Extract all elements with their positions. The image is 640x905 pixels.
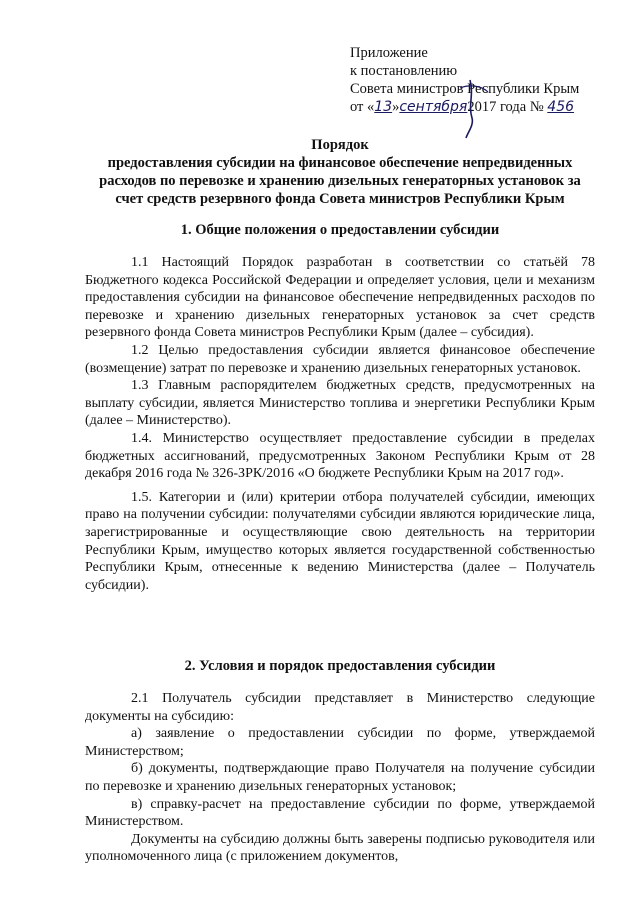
paragraph-1-3: 1.3 Главным распорядителем бюджетных средств, предусмотренных на выплату субсидии, является Министерство топлива и энергетики Республики Крым (далее – Министерство). <box>85 378 595 429</box>
appendix-line-1: Приложение <box>350 45 428 61</box>
date-year: 2017 года № <box>467 99 544 115</box>
paragraph-2-b: б) документы, подтверждающие право Получателя на получение субсидии по перевозке и хранению дизельных генераторных установок; <box>85 761 595 794</box>
date-day-handwritten: 13 <box>374 99 393 115</box>
paragraph-1-2: 1.2 Целью предоставления субсидии является финансовое обеспечение (возмещение) затрат по перевозке и хранению дизельных генераторных установок. <box>85 342 595 376</box>
title-line-3: счет средств резервного фонда Совета министров Республики Крым <box>115 191 565 207</box>
paragraph-2-docs: Документы на субсидию должны быть заверены подписью руководителя или уполномоченного лица (с приложением документов, <box>85 831 595 865</box>
section-1-body <box>85 254 595 594</box>
date-prefix: от « <box>350 99 375 115</box>
appendix-line-3: Совета министров Республики Крым <box>350 81 580 97</box>
title-line-2: расходов по перевозке и хранению дизельных генераторных установок за <box>99 173 581 189</box>
paragraph-1-5: 1.5. Категории и (или) критерии отбора получателей субсидии, имеющих право на получении субсидии: получателями субсидии являются юридические лица, зарегистрированные и осуществляющие свою деятельность на территории Республики Крым, имущество которых является государственной собственностью Республики Крым, отнесенные к ведению Министерства (далее – Получатель субсидии). <box>85 489 595 593</box>
paragraph-1-4: 1.4. Министерство осуществляет предоставление субсидии в пределах бюджетных ассигнований, предусмотренных Законом Республики Крым от 28 декабря 2016 года № 326-ЗРК/2016 «О бюджете Республики Крым на 2017 год». <box>85 430 595 482</box>
date-month-handwritten: сентября <box>399 99 468 115</box>
paragraph-1-1: 1.1 Настоящий Порядок разработан в соответствии со статьёй 78 Бюджетного кодекса Российской Федерации и определяет условия, цели и механизм предоставления субсидии на финансовое обеспечение непредвиденных расходов по перевозке и хранению дизельных генераторных установок за счет средств резервного фонда Совета министров Республики Крым (далее – субсидия). <box>85 255 595 341</box>
section-1-heading: 1. Общие положения о предоставлении субсидии <box>180 222 500 238</box>
date-mid: » <box>392 99 400 115</box>
appendix-line-2: к постановлению <box>350 63 458 79</box>
section-2-heading: 2. Условия и порядок предоставления субсидии <box>184 658 496 674</box>
paragraph-2-c: в) справку-расчет на предоставление субсидии по форме, утверждаемой Министерством. <box>85 796 595 830</box>
title-heading: Порядок <box>311 137 369 153</box>
paragraph-2-1: 2.1 Получатель субсидии представляет в Министерство следующие документы на субсидию: <box>85 691 595 724</box>
doc-number-handwritten: 456 <box>547 99 575 115</box>
section-2-body <box>85 690 595 866</box>
signature-mark <box>430 70 510 140</box>
document-title <box>80 136 600 208</box>
paragraph-2-a: а) заявление о предоставлении субсидии по форме, утверждаемой Министерством; <box>85 726 595 759</box>
title-line-1: предоставления субсидии на финансовое обеспечение непредвиденных <box>107 155 573 171</box>
